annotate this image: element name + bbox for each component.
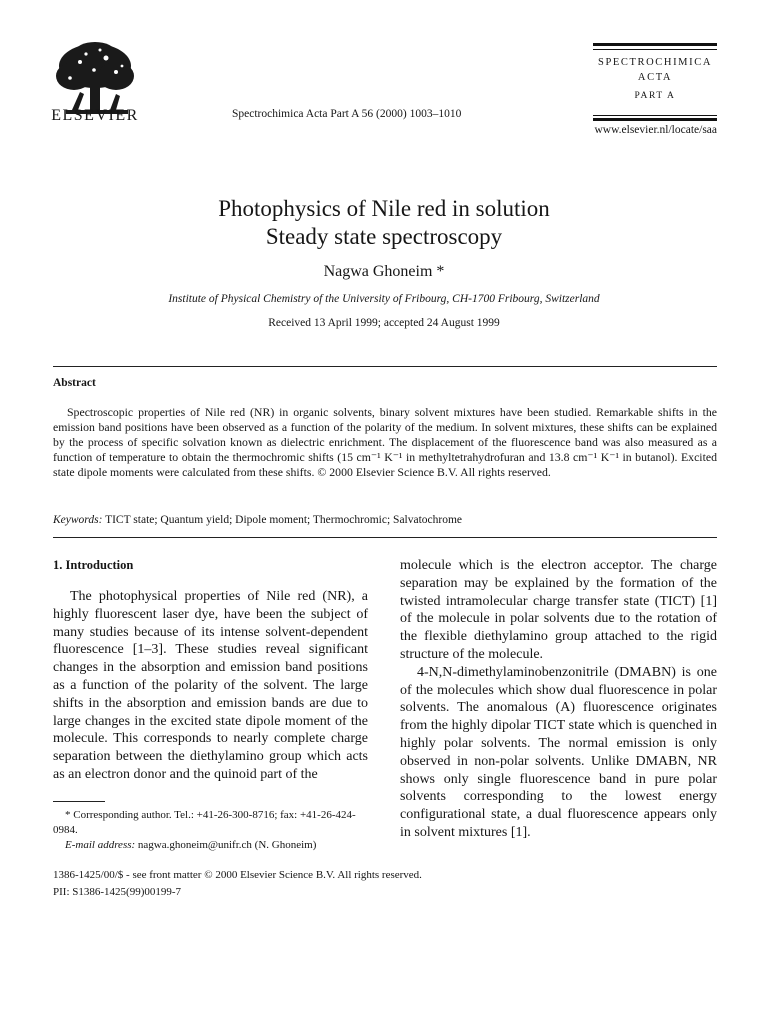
masthead-rule-bottom-thin [593, 115, 717, 116]
masthead-rule-bottom [593, 118, 717, 121]
journal-citation: Spectrochimica Acta Part A 56 (2000) 1003–1010 [232, 108, 462, 120]
masthead-rule-top-thin [593, 49, 717, 50]
journal-name-line2: ACTA [637, 72, 673, 83]
right-column [400, 557, 717, 842]
section-heading-introduction: 1. Introduction [53, 558, 134, 572]
abstract-text: Spectroscopic properties of Nile red (NR) in organic solvents, binary solvent mixtures have been studied. Remarkable shifts in the emission band positions have been observed as a function of the polarity of the medium. In solvent mixtures, these shifts can be explained by the process of specific solvation known as dielectric enrichment. The displacement of the fluorescence band was also measured as a function of temperature to obtain the thermochromic shifts (15 cm⁻¹ K⁻¹ in methyltetrahydrofuran and 13.8 cm⁻¹ K⁻¹ in butanol). Excited state dipole moments were calculated from these shifts. © 2000 Elsevier Science B.V. All rights reserved. [53, 405, 717, 480]
journal-url[interactable]: www.elsevier.nl/locate/saa [594, 124, 717, 136]
journal-part: PART A [634, 91, 676, 101]
pii-line: PII: S1386-1425(99)00199-7 [53, 886, 182, 898]
copyright-line: 1386-1425/00/$ - see front matter © 2000 Elsevier Science B.V. All rights reserved. [53, 869, 422, 881]
article-title-line2: Steady state spectroscopy [265, 224, 503, 249]
keywords-label: Keywords: [53, 514, 103, 526]
publisher-name: ELSEVIER [51, 107, 139, 124]
footnote-email[interactable]: nagwa.ghoneim@unifr.ch (N. Ghoneim) [135, 839, 317, 851]
received-date: Received 13 April 1999; accepted 24 August 1999 [268, 317, 500, 329]
abstract-top-rule [53, 366, 717, 367]
journal-name-line1: SPECTROCHIMICA [598, 57, 712, 68]
affiliation: Institute of Physical Chemistry of the University of Fribourg, CH-1700 Fribourg, Switzerland [168, 293, 600, 305]
keywords-list: TICT state; Quantum yield; Dipole moment; Thermochromic; Salvatochrome [102, 514, 463, 526]
abstract-bottom-rule [53, 537, 717, 538]
masthead-rule-top [593, 43, 717, 46]
abstract-heading: Abstract [53, 377, 96, 389]
author: Nagwa Ghoneim * [323, 263, 445, 280]
footnote-rule [53, 801, 105, 802]
keywords [53, 514, 462, 526]
footnote-email-label: E-mail address: [65, 839, 136, 851]
intro-paragraph-1: The photophysical properties of Nile red (NR), a highly fluorescent laser dye, have been the subject of many studies because of its intense solvent-dependent fluorescence [1–3]. These studies reveal significant changes in the absorption and emission band positions as a function of the polarity of the solvent. The large shifts in the absorption and emission bands are due to large changes in the excited state dipole moment of the molecule. This corresponds to nearly complete charge separation between the diethylamino group which acts as an electron donor and the quinoid part of the [53, 589, 368, 782]
intro-paragraph-2: 4-N,N-dimethylaminobenzonitrile (DMABN) is one of the molecules which show dual fluorescence in polar solvents. The anomalous (A) fluorescence originates from the highly dipolar TICT state which is quenched in highly polar solvents. The normal emission is only observed in non-polar solvents. Unlike DMABN, NR shows only single fluorescence band in pure polar solvents corresponding to the lowest energy configurational state, a dual fluorescence appears only in solvent mixtures [1]. [400, 664, 717, 840]
footnote-corresponding: * Corresponding author. Tel.: +41-26-300-8716; fax: +41-26-424-0984. [53, 809, 356, 836]
intro-paragraph-1-continued: molecule which is the electron acceptor. The charge separation may be explained by the formation of the twisted intramolecular charge transfer state (TICT) [1] of the molecule in polar solvents due to the rotation of the flexible diethylamino group attached to the rigid structure of the molecule. [400, 558, 717, 662]
journal-masthead [593, 43, 717, 129]
footnote [53, 808, 368, 853]
left-column [53, 588, 368, 784]
article-title-line1: Photophysics of Nile red in solution [218, 196, 550, 221]
